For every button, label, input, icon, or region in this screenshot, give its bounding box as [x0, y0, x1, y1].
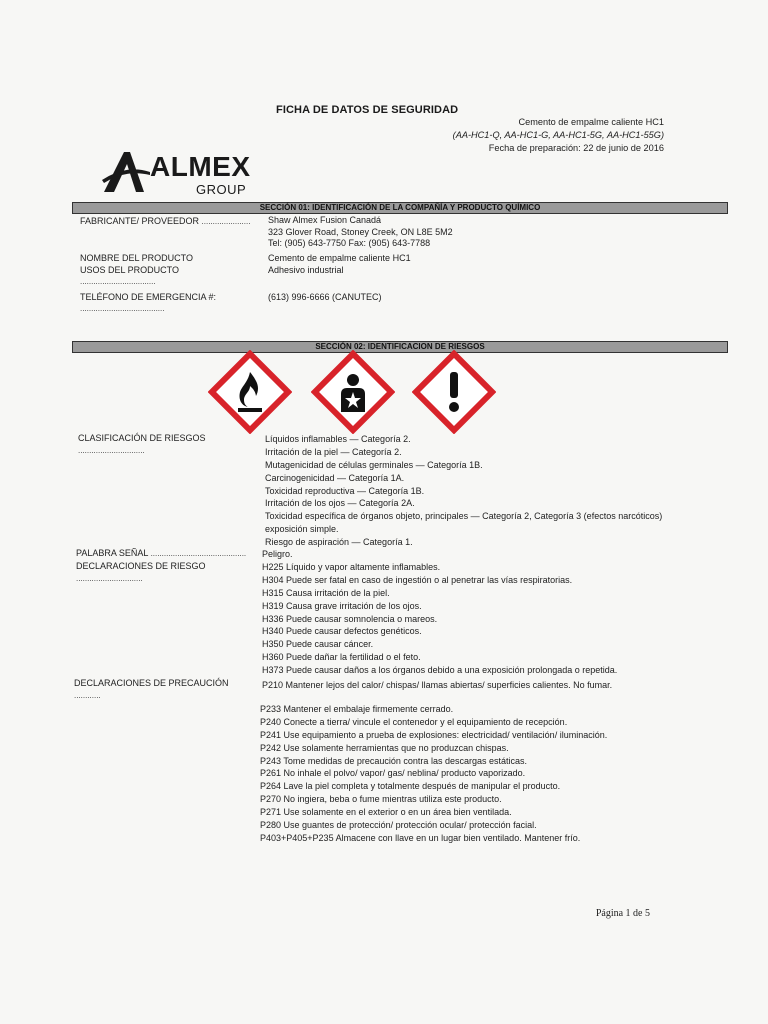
- list-item: H336 Puede causar somnolencia o mareos.: [262, 613, 438, 624]
- list-item: H340 Puede causar defectos genéticos.: [262, 626, 422, 637]
- hazard-statements-dots: ..............................: [76, 574, 143, 583]
- list-item: Irritación de la piel — Categoría 2.: [265, 446, 402, 457]
- product-codes: (AA-HC1-Q, AA-HC1-G, AA-HC1-5G, AA-HC1-55G): [452, 130, 664, 140]
- list-item: P242 Use solamente herramientas que no produzcan chispas.: [260, 742, 509, 753]
- logo-wordmark: ALMEX: [150, 151, 251, 182]
- list-item: P243 Tome medidas de precaución contra las descargas estáticas.: [260, 755, 527, 766]
- list-item: P264 Lave la piel completa y totalmente después de manipular el producto.: [260, 781, 561, 792]
- product-use-value: Adhesivo industrial: [268, 265, 344, 275]
- classification-list: [265, 433, 662, 549]
- section1-heading: SECCIÓN 01: IDENTIFICACIÓN DE LA COMPAÑÍA Y PRODUCTO QUÍMICO: [259, 203, 541, 212]
- list-item: Mutagenicidad de células germinales — Categoría 1B.: [265, 459, 483, 470]
- manufacturer-name: Shaw Almex Fusion Canadá: [268, 215, 382, 225]
- list-item: H360 Puede dañar la fertilidad o el feto.: [262, 652, 421, 663]
- hazard-statements-list: [262, 561, 617, 677]
- signal-word-value: Peligro.: [262, 549, 293, 559]
- section1-bar: [72, 202, 728, 214]
- list-item: Irritación de los ojos — Categoría 2A.: [265, 498, 415, 509]
- hazard-statements-label: DECLARACIONES DE RIESGO: [76, 561, 206, 571]
- almex-logo-icon: [100, 150, 152, 194]
- precaution-statements-dots: ............: [74, 691, 101, 700]
- section2-bar: [72, 341, 728, 353]
- health-hazard-pictogram-icon: [311, 350, 395, 434]
- header-info: [453, 116, 664, 155]
- list-item: H350 Puede causar cáncer.: [262, 639, 374, 650]
- list-item: Toxicidad reproductiva — Categoría 1B.: [265, 485, 425, 496]
- signal-word-label: PALABRA SEÑAL ...........................................: [76, 548, 247, 558]
- section2-heading: SECCIÓN 02: IDENTIFICACION DE RIESGOS: [315, 342, 485, 351]
- product-line: Cemento de empalme caliente HC1: [518, 117, 664, 127]
- manufacturer-phone: Tel: (905) 643-7750 Fax: (905) 643-7788: [268, 238, 431, 248]
- list-item: H304 Puede ser fatal en caso de ingestión o al penetrar las vías respiratorias.: [262, 574, 573, 585]
- logo-subtitle: GROUP: [196, 182, 247, 197]
- list-item: Toxicidad específica de órganos objeto, principales — Categoría 2, Categoría 3 (efectos narcóticos): [265, 511, 663, 522]
- list-item: H315 Causa irritación de la piel.: [262, 587, 390, 598]
- list-item: exposición simple.: [265, 524, 339, 535]
- list-item: P270 No ingiera, beba o fume mientras utiliza este producto.: [260, 794, 502, 805]
- manufacturer-label: FABRICANTE/ PROVEEDOR ......................: [80, 216, 251, 226]
- list-item: H319 Causa grave irritación de los ojos.: [262, 600, 422, 611]
- page-number: Página 1 de 5: [595, 908, 650, 919]
- list-item: H373 Puede causar daños a los órganos debido a una exposición prolongada o repetida.: [262, 665, 618, 676]
- list-item: Carcinogenicidad — Categoría 1A.: [265, 472, 405, 483]
- precaution-statements-list: [260, 703, 607, 845]
- manufacturer-block: [268, 215, 453, 250]
- product-use-label: USOS DEL PRODUCTO: [80, 265, 180, 275]
- list-item: Líquidos inflamables — Categoría 2.: [265, 434, 411, 444]
- list-item: P280 Use guantes de protección/ protección ocular/ protección facial.: [260, 820, 537, 831]
- precaution-first: P210 Mantener lejos del calor/ chispas/ llamas abiertas/ superficies calientes. No fumar.: [262, 680, 613, 690]
- emergency-dots: ......................................: [80, 304, 165, 313]
- emergency-value: (613) 996-6666 (CANUTEC): [268, 292, 382, 302]
- list-item: P233 Mantener el embalaje firmemente cerrado.: [260, 704, 454, 714]
- list-item: P240 Conecte a tierra/ vincule el contenedor y el equipamiento de recepción.: [260, 716, 568, 727]
- list-item: Riesgo de aspiración — Categoría 1.: [265, 537, 413, 548]
- preparation-date: Fecha de preparación: 22 de junio de 2016: [488, 143, 664, 153]
- flame-pictogram-icon: [208, 350, 292, 434]
- classification-label: CLASIFICACIÓN DE RIESGOS: [78, 433, 206, 443]
- emergency-label: TELÉFONO DE EMERGENCIA #:: [80, 292, 217, 302]
- list-item: P271 Use solamente en el exterior o en un área bien ventilada.: [260, 807, 512, 818]
- precaution-statements-label: DECLARACIONES DE PRECAUCIÓN: [74, 678, 229, 688]
- manufacturer-address: 323 Glover Road, Stoney Creek, ON L8E 5M2: [268, 226, 453, 237]
- list-item: P241 Use equipamiento a prueba de explosiones: electricidad/ ventilación/ iluminación.: [260, 729, 608, 740]
- product-name-label: NOMBRE DEL PRODUCTO: [80, 253, 194, 263]
- exclamation-pictogram-icon: [412, 350, 496, 434]
- list-item: H225 Líquido y vapor altamente inflamables.: [262, 562, 441, 572]
- product-use-dots: ..................................: [80, 277, 156, 286]
- product-name-value: Cemento de empalme caliente HC1: [268, 253, 411, 263]
- list-item: P261 No inhale el polvo/ vapor/ gas/ neblina/ producto vaporizado.: [260, 768, 526, 779]
- list-item: P403+P405+P235 Almacene con llave en un lugar bien ventilado. Mantener frío.: [260, 832, 581, 843]
- classification-dots: ..............................: [78, 446, 145, 455]
- document-title: FICHA DE DATOS DE SEGURIDAD: [276, 104, 459, 116]
